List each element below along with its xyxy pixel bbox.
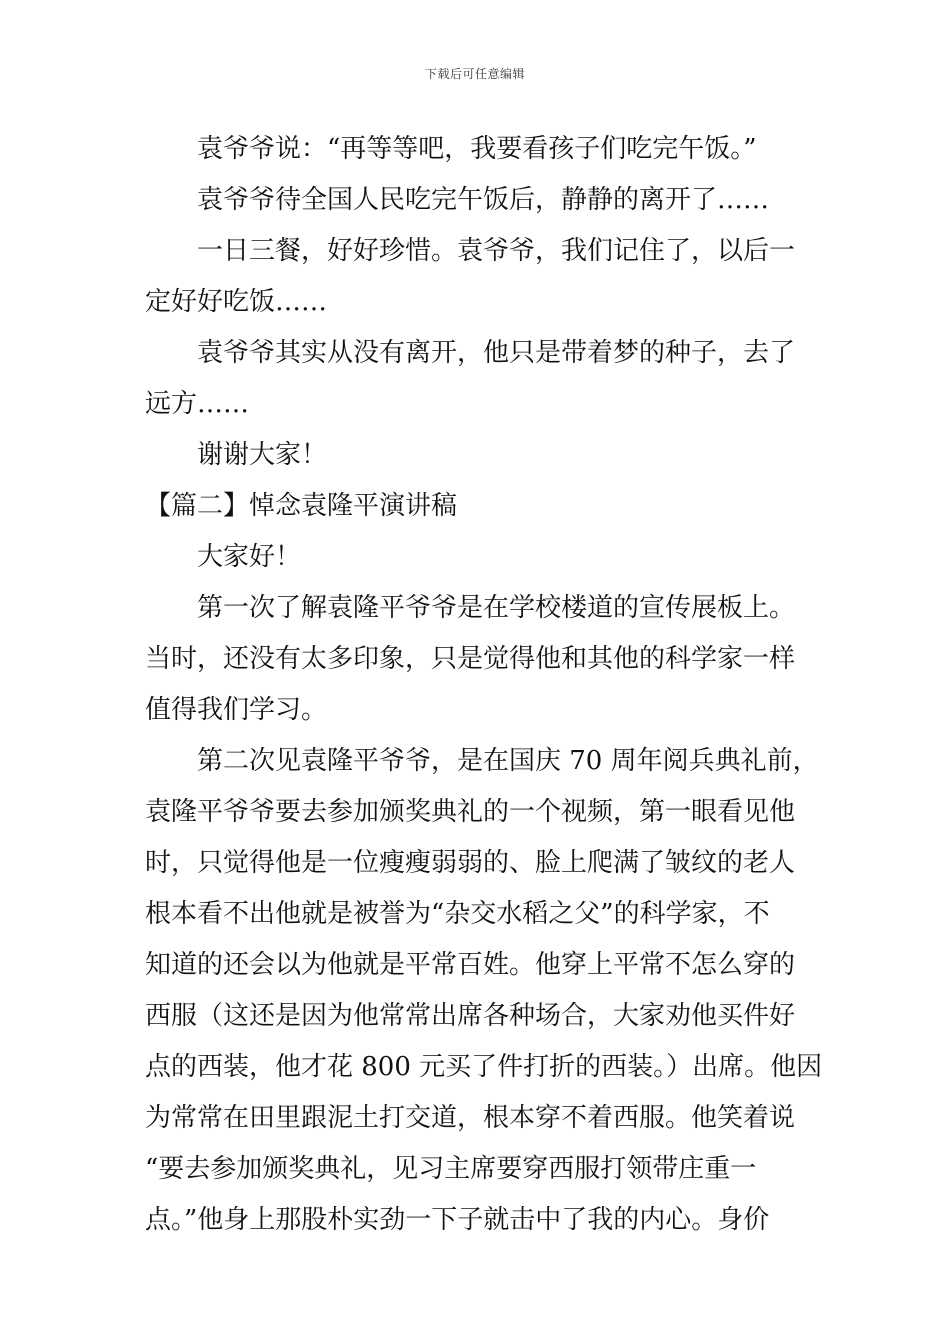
text-line: 远方…… — [145, 389, 250, 419]
text-line: 袁爷爷说：“再等等吧，我要看孩子们吃完午饭。” — [197, 134, 757, 164]
text-line: 袁隆平爷爷要去参加颁奖典礼的一个视频，第一眼看见他 — [145, 797, 796, 827]
paragraph-3 — [145, 226, 809, 328]
section-paragraph-3 — [145, 736, 823, 1246]
paragraph-1 — [145, 124, 809, 175]
text-line: 西服（这还是因为他常常出席各种场合，大家劝他买件好 — [145, 1001, 796, 1031]
text-line: 第一次了解袁隆平爷爷是在学校楼道的宣传展板上。 — [197, 593, 796, 623]
text-line: 点的西装，他才花 800 元买了件打折的西装。）出席。他因 — [145, 1052, 823, 1082]
text-line: 定好好吃饭…… — [145, 287, 328, 317]
text-line: “要去参加颁奖典礼，见习主席要穿西服打领带庄重一 — [145, 1154, 757, 1184]
paragraph-5 — [145, 430, 809, 481]
text-line: 当时，还没有太多印象，只是觉得他和其他的科学家一样 — [145, 644, 796, 674]
text-line: 值得我们学习。 — [145, 695, 328, 725]
text-line: 第二次见袁隆平爷爷，是在国庆 70 周年阅兵典礼前， — [197, 746, 819, 776]
section-heading: 【篇二】悼念袁隆平演讲稿 — [145, 491, 458, 521]
page-header: 下载后可任意编辑 — [424, 67, 525, 81]
text-line: 为常常在田里跟泥土打交道，根本穿不着西服。他笑着说 — [145, 1103, 796, 1133]
section-paragraph-2 — [145, 583, 809, 736]
text-line: 时，只觉得他是一位瘦瘦弱弱的、脸上爬满了皱纹的老人 — [145, 848, 796, 878]
text-line: 谢谢大家！ — [197, 440, 328, 470]
text-line: 大家好！ — [197, 542, 302, 572]
paragraph-4 — [145, 328, 809, 430]
section-paragraph-1 — [145, 532, 809, 583]
text-line: 知道的还会以为他就是平常百姓。他穿上平常不怎么穿的 — [145, 950, 796, 980]
text-line: 袁爷爷其实从没有离开，他只是带着梦的种子，去了 — [197, 338, 796, 368]
text-line: 一日三餐，好好珍惜。袁爷爷，我们记住了，以后一 — [197, 236, 796, 266]
paragraph-2 — [145, 175, 809, 226]
text-line: 袁爷爷待全国人民吃完午饭后，静静的离开了…… — [197, 185, 770, 215]
text-line: 点。”他身上那股朴实劲一下子就击中了我的内心。身价 — [145, 1205, 770, 1235]
document-body — [145, 124, 823, 1246]
text-line: 根本看不出他就是被誉为“杂交水稻之父”的科学家，不 — [145, 899, 770, 929]
